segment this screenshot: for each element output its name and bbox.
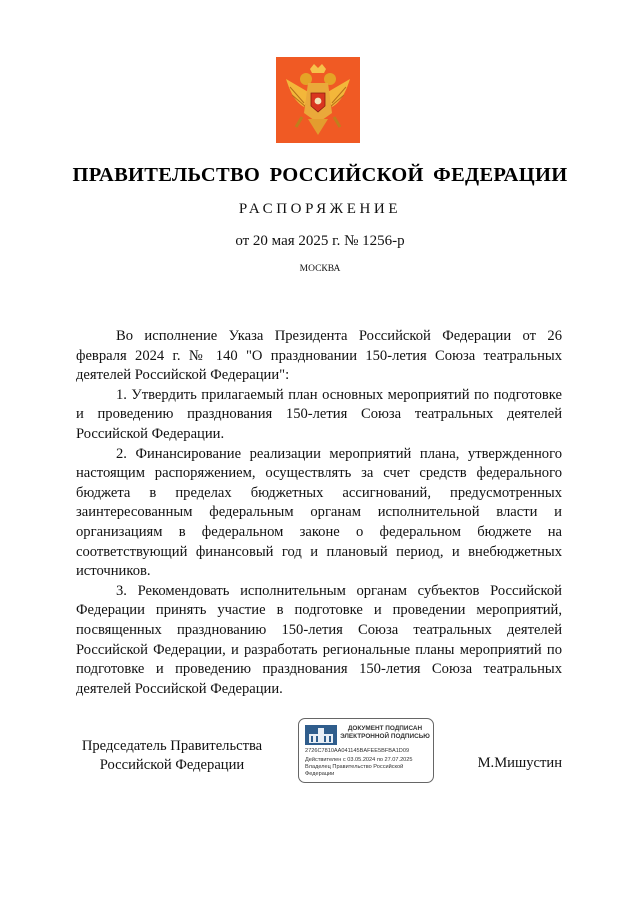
signer-position-line1: Председатель Правительства (81, 738, 263, 754)
stamp-title-line1: ДОКУМЕНТ ПОДПИСАН (347, 725, 423, 732)
signer-name: М.Мишустин (477, 755, 562, 771)
stamp-title (339, 725, 431, 741)
document-body (76, 327, 562, 699)
stamp-title-line2: ЭЛЕКТРОННОЙ ПОДПИСЬЮ (340, 733, 430, 740)
coat-of-arms-icon (276, 57, 360, 143)
stamp-validity: Действителен с 03.05.2024 по 27.07.2025 (305, 757, 413, 763)
clause-3-paragraph: 3. Рекомендовать исполнительным органам субъектов Российской Федерации принять участие в подготовке и проведении мероприятий, посвященных празднованию 150-летия Союза театральных деятелей Российской Федерации, и разработать региональные планы мероприятий по подготовке и проведению празднования 150-летия Союза театральных деятелей Российской Федерации. (76, 582, 562, 697)
signer-position (72, 737, 272, 775)
government-building-icon (305, 725, 337, 745)
clause-2-paragraph: 2. Финансирование реализации мероприятий плана, утвержденного настоящим распоряжением, осуществлять за счет средств федерального бюджета в пределах бюджетных ассигнований, предусмотренных заинтересованным федеральным органам исполнительной власти и организациям в федеральном законе о федеральном бюджете на соответствующий финансовый год и плановый период, и внебюджетных источников. (76, 445, 562, 580)
document-date-number: от 20 мая 2025 г. № 1256-р (235, 233, 405, 249)
preamble-paragraph: Во исполнение Указа Президента Российской Федерации от 26 февраля 2024 г. № 140 "О праздновании 150-летия Союза театральных деятелей Российской Федерации": (76, 328, 562, 384)
electronic-signature-stamp (298, 718, 434, 783)
clause-1-paragraph: 1. Утвердить прилагаемый план основных мероприятий по подготовке и проведению празднования 150-летия Союза театральных деятелей Российской Федерации. (76, 386, 562, 442)
signer-position-line2: Российской Федерации (99, 757, 245, 773)
document-city: МОСКВА (299, 264, 341, 274)
stamp-owner-line1: Владелец Правительство Российской (305, 764, 404, 770)
stamp-owner-line2: Федерации (305, 771, 335, 777)
government-title: ПРАВИТЕЛЬСТВО РОССИЙСКОЙ ФЕДЕРАЦИИ (72, 164, 568, 186)
stamp-certificate: 2726C7810AA041145BAFEE5BFBA1D09 (305, 748, 410, 754)
document-type: РАСПОРЯЖЕНИЕ (238, 201, 402, 217)
